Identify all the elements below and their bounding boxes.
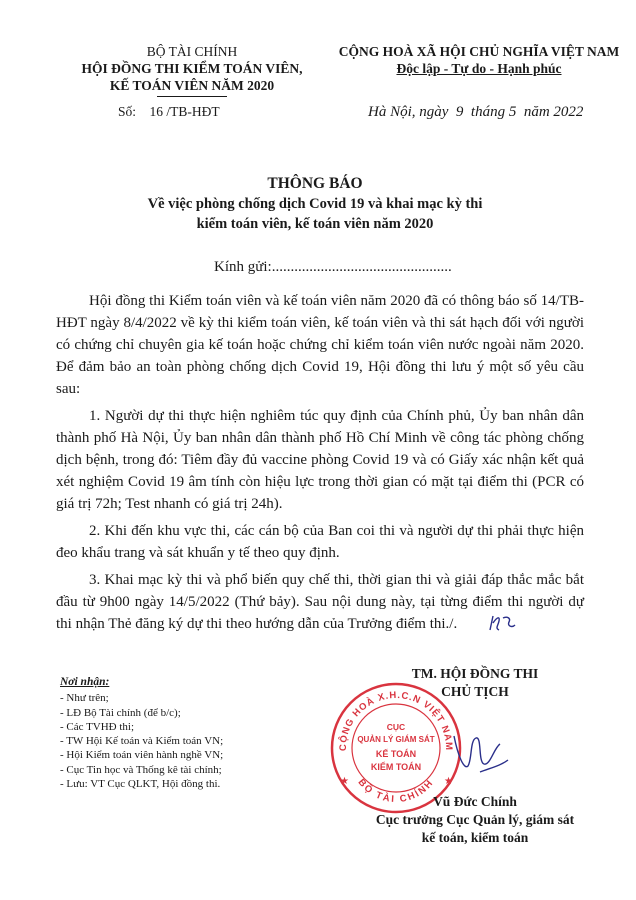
signer-title-line2: kế toán, kiểm toán [421, 830, 529, 845]
recipient-item: - Lưu: VT Cục QLKT, Hội đồng thi. [60, 778, 221, 791]
council-name-line2: KẾ TOÁN VIÊN NĂM 2020 [109, 78, 275, 93]
stamp-bottom-text: BỘ TÀI CHÍNH [355, 777, 437, 806]
recipients-list [60, 675, 320, 791]
signer-details [330, 793, 620, 847]
stamp-star-icon: ★ [444, 776, 453, 787]
issuing-agency [62, 43, 322, 97]
handwritten-initials [487, 612, 517, 634]
nation-name: CỘNG HOÀ XÃ HỘI CHỦ NGHĨA VIỆT NAM [338, 44, 620, 59]
title-subject-line1: Về việc phòng chống dịch Covid 19 và khai mạc kỳ thi [147, 196, 483, 212]
stamp-ring-text: CỘNG HOÀ X.H.C.N VIỆT NAM [337, 689, 455, 752]
title-subject-line2: kiểm toán viên, kế toán viên năm 2020 [196, 216, 434, 232]
stamp-inner-line2: QUẢN LÝ GIÁM SÁT [357, 735, 435, 744]
recipient-item: - Cục Tin học và Thống kê tài chính; [60, 763, 222, 776]
body-paragraph-intro: Hội đồng thi Kiểm toán viên và kế toán viên năm 2020 đã có thông báo số 14/TB-HĐT ngày 8/4/2022 về kỳ thi kiểm toán viên, kế toán viên và thi sát hạch đối với người có chứng chỉ chuyên gia kế toán hoặc chứng chỉ kiểm toán viên nước ngoài năm 2020. Để đảm bảo an toàn phòng chống dịch Covid 19, Hội đồng thi lưu ý một số yêu cầu sau: [56, 293, 584, 397]
recipient-item: - TW Hội Kế toán và Kiểm toán VN; [60, 735, 224, 748]
stamp-inner-line1: CỤC [386, 722, 406, 732]
body-paragraph-item-3: 3. Khai mạc kỳ thi và phổ biến quy chế thi, thời gian thi và giải đáp thắc mắc bắt đầu từ 9h00 ngày 14/5/2022 (Thứ bảy). Sau nội dung này, tại từng điểm thi người dự thi nhận Thẻ đăng ký dự thi theo hướng dẫn của Trưởng điểm thi./. [56, 572, 584, 632]
stamp-star-icon: ★ [340, 776, 349, 787]
document-number: Số: 16 /TB-HĐT [118, 104, 220, 119]
stamp-inner-line3: KẾ TOÁN [375, 749, 417, 759]
body-paragraph-item-2: 2. Khi đến khu vực thi, các cán bộ của Ban coi thi và người dự thi phải thực hiện đeo khẩu trang và sát khuẩn y tế theo quy định. [56, 523, 584, 561]
recipient-item: - Như trên; [60, 692, 109, 705]
recipient-item: - LĐ Bộ Tài chính (để b/c); [60, 706, 181, 719]
recipients-heading: Nơi nhận: [60, 676, 110, 688]
document-body [56, 290, 584, 640]
handwritten-signature [450, 726, 510, 780]
document-title [60, 174, 570, 234]
agency-underline [157, 96, 227, 97]
document-date: Hà Nội, ngày 9 tháng 5 năm 2022 [368, 104, 584, 120]
council-name-line1: HỘI ĐỒNG THI KIỂM TOÁN VIÊN, [81, 61, 303, 76]
signatory-on-behalf: TM. HỘI ĐỒNG THI [411, 666, 539, 681]
title-heading: THÔNG BÁO [267, 175, 363, 192]
stamp-inner-line4: KIỂM TOÁN [370, 762, 422, 772]
signatory-position: CHỦ TỊCH [441, 684, 509, 699]
signer-title-line1: Cục trưởng Cục Quản lý, giám sát [375, 812, 575, 827]
national-header [334, 43, 624, 77]
signer-name: Vũ Đức Chính [433, 794, 517, 809]
body-paragraph-item-1: 1. Người dự thi thực hiện nghiêm túc quy định của Chính phủ, Ủy ban nhân dân thành phố Hà Nội, Ủy ban nhân dân thành phố Hồ Chí Minh về công tác phòng chống dịch bệnh, trong đó: Tiêm đầy đủ vaccine phòng Covid 19 và có Giấy xác nhận kết quả xét nghiệm Covid 19 âm tính còn hiệu lực trong thời gian có mặt tại điểm thi (PCR có giá trị 72h; Test nhanh có giá trị 24h). [56, 408, 584, 512]
salutation: Kính gửi:................................................ [214, 259, 452, 275]
ministry-name: BỘ TÀI CHÍNH [146, 44, 238, 59]
national-motto: Độc lập - Tự do - Hạnh phúc [396, 61, 562, 76]
recipient-item: - Hội Kiểm toán viên hành nghề VN; [60, 749, 224, 762]
recipient-item: - Các TVHĐ thi; [60, 720, 135, 733]
